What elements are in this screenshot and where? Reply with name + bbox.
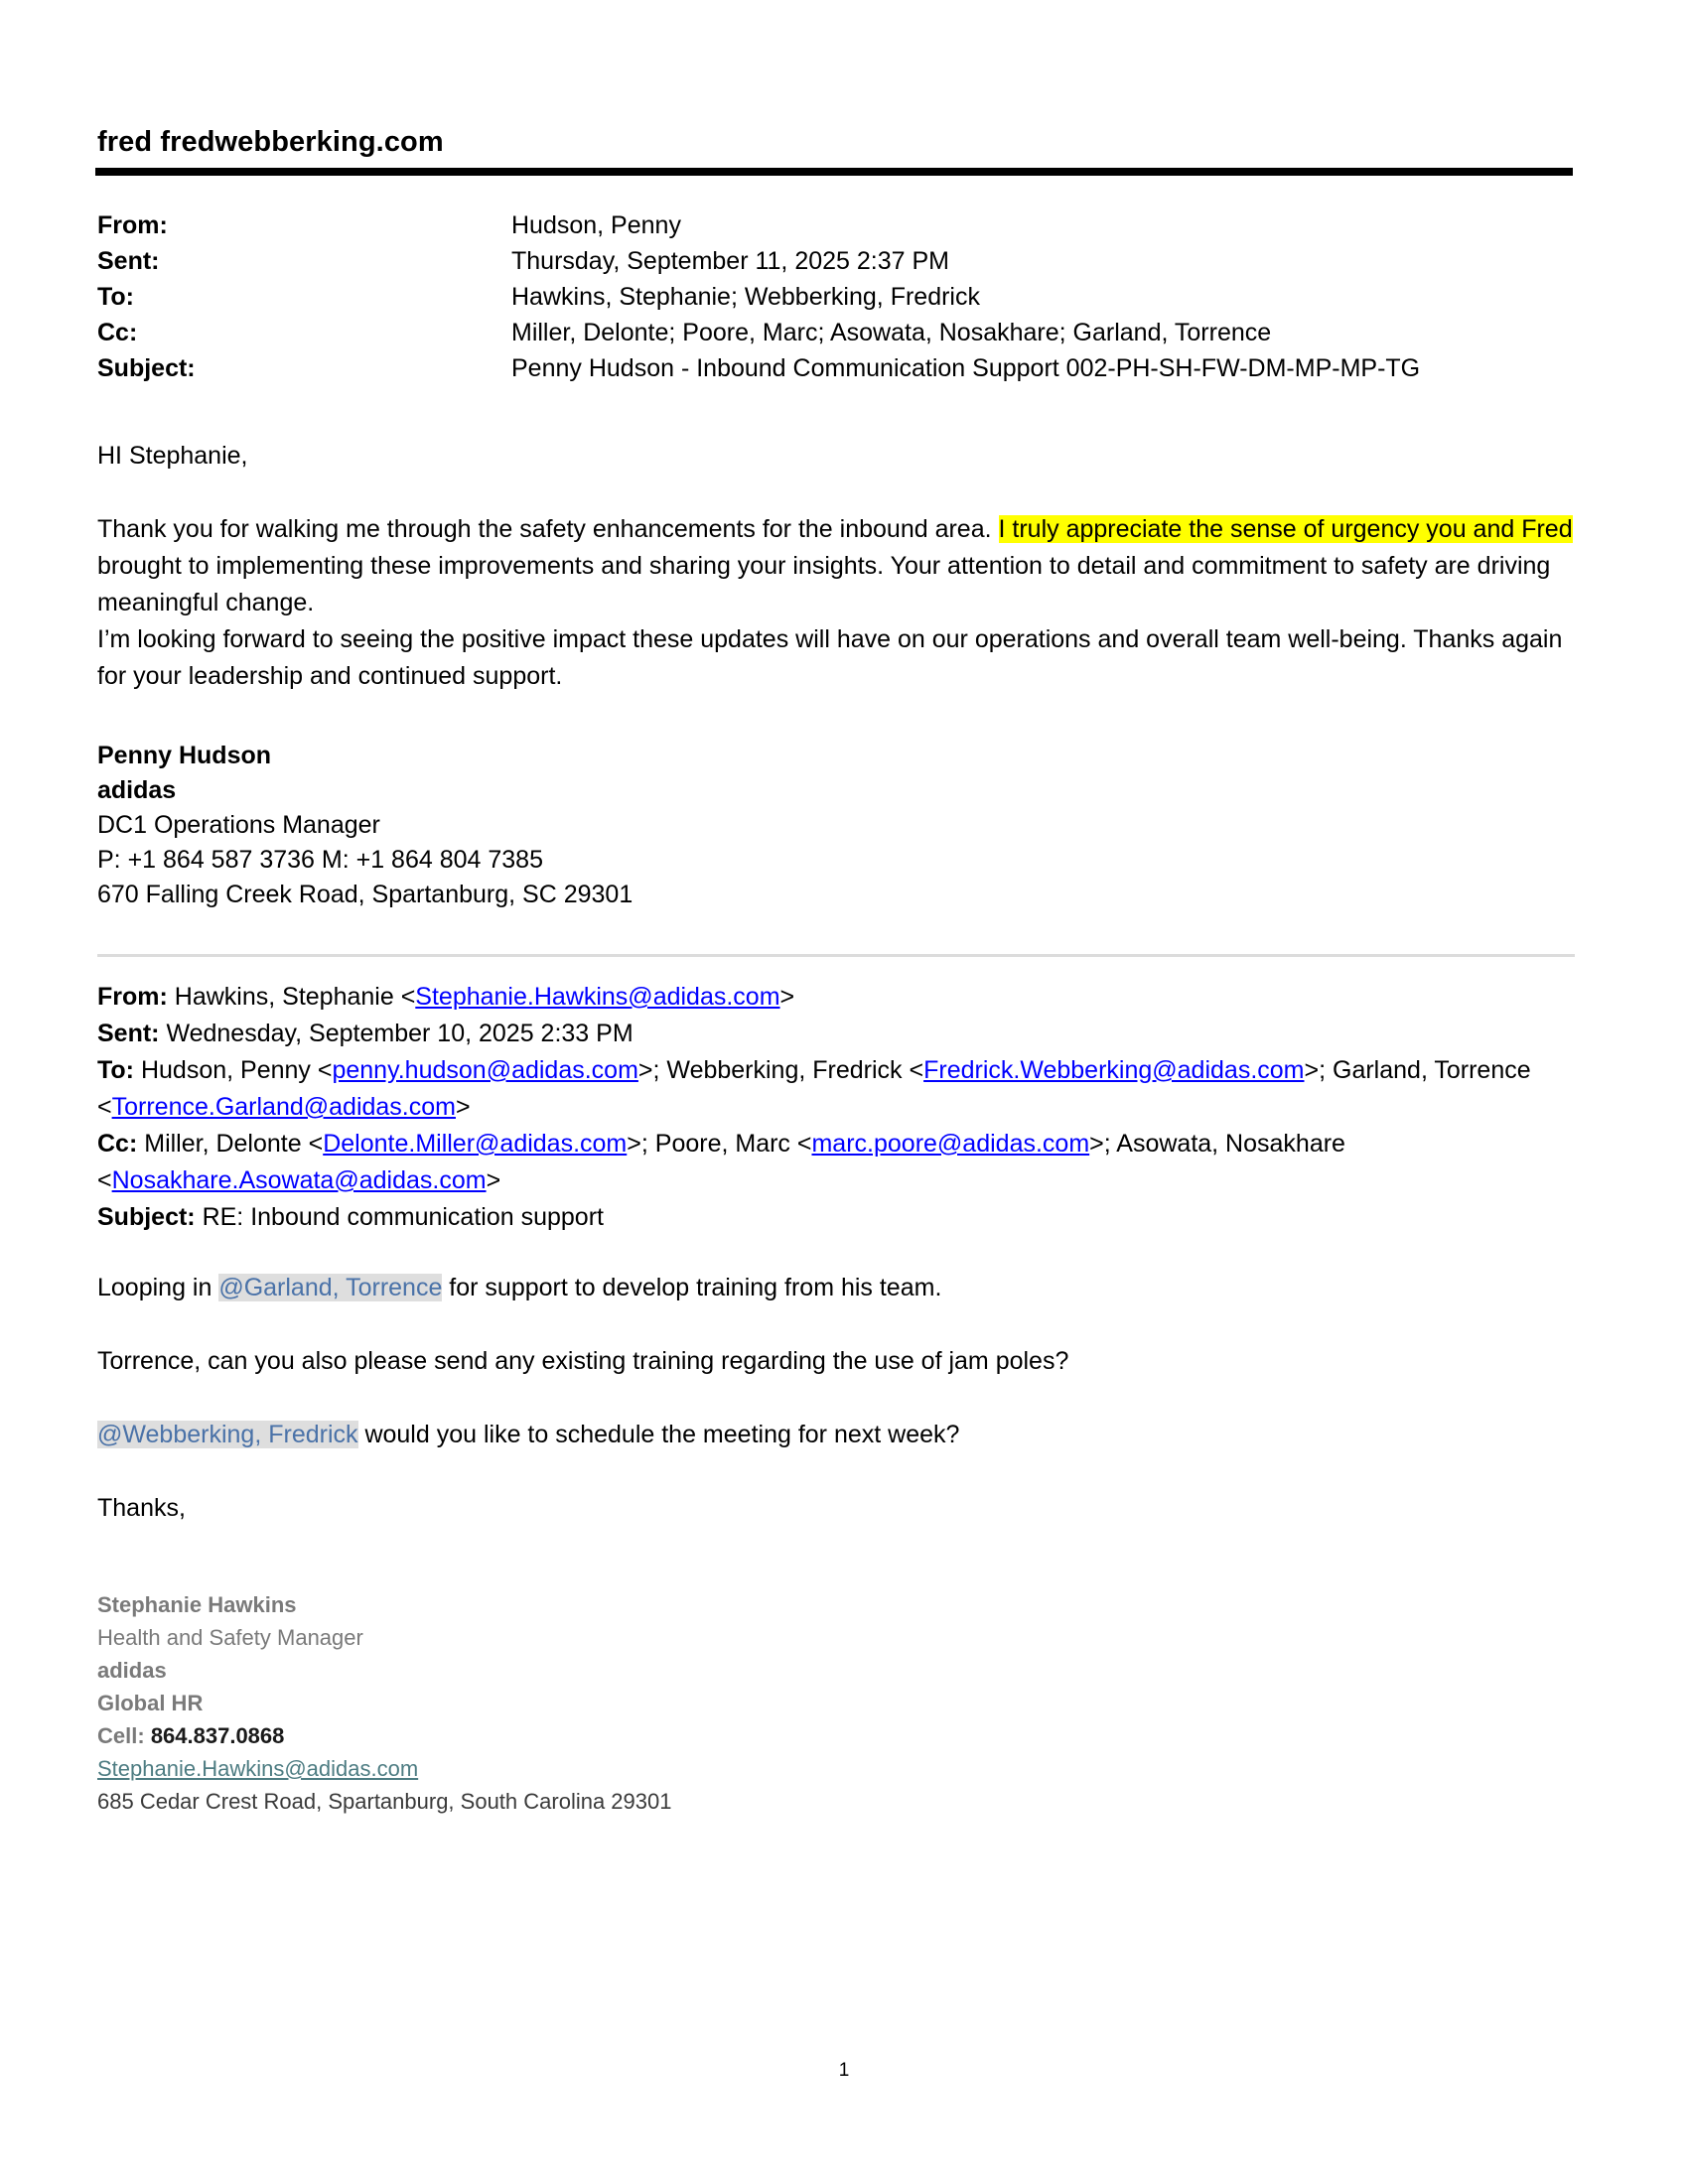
message-body — [97, 438, 1591, 695]
quoted-paragraph-2: Torrence, can you also please send any existing training regarding the use of jam poles? — [97, 1346, 1069, 1375]
signature-name: Penny Hudson — [97, 741, 272, 769]
quoted-email-header — [97, 979, 1591, 1236]
highlighted-text: I truly appreciate the sense of urgency you and Fred — [998, 514, 1573, 543]
field-label-subject: Subject: — [97, 353, 196, 382]
body-paragraph-1 — [97, 511, 1591, 621]
quoted-cc-name-3: Asowata, Nosakhare — [1116, 1129, 1345, 1158]
quoted-subject-line — [97, 1199, 1591, 1236]
field-label-sent: Sent: — [97, 246, 160, 275]
field-label-cc: Cc: — [97, 318, 138, 346]
page-number: 1 — [838, 2060, 850, 2081]
field-row-to — [97, 279, 1591, 315]
mention-webberking-fredrick[interactable]: @Webberking, Fredrick — [97, 1420, 358, 1448]
field-value-cc: Miller, Delonte; Poore, Marc; Asowata, Nosakhare; Garland, Torrence — [511, 318, 1272, 346]
quoted-to-label: To: — [97, 1055, 135, 1084]
quoted-cc-email-link-3[interactable]: Nosakhare.Asowata@adidas.com — [111, 1165, 487, 1194]
signature-phones: P: +1 864 587 3736 M: +1 864 804 7385 — [97, 845, 543, 874]
quoted-p3-after: would you like to schedule the meeting for next week? — [357, 1420, 960, 1448]
quoted-sent-label: Sent: — [97, 1019, 160, 1047]
quoted-to-line: To: Hudson, Penny <penny.hudson@adidas.com>; Webberking, Fredrick <Fredrick.Webberking@adidas.com>; Garland, Torrence <Torrence.Garland@adidas.com> — [97, 1055, 1531, 1121]
quoted-subject-label: Subject: — [97, 1202, 196, 1231]
quoted-paragraph-3 — [97, 1417, 1591, 1453]
email-header-fields — [97, 207, 1591, 386]
quoted-from-line: From: Hawkins, Stephanie <Stephanie.Hawkins@adidas.com> — [97, 982, 795, 1011]
body-p1-text-after: brought to implementing these improvements and sharing your insights. Your attention to detail and commitment to safety are driving meaningful change. — [97, 551, 1551, 616]
body-p1-text-before: Thank you for walking me through the safety enhancements for the inbound area. — [97, 514, 999, 543]
page-title: fred fredwebberking.com — [97, 126, 444, 158]
field-value-from: Hudson, Penny — [511, 210, 681, 239]
quoted-paragraph-1 — [97, 1270, 1591, 1306]
field-value-sent: Thursday, September 11, 2025 2:37 PM — [511, 246, 949, 275]
quoted-cc-name-2: Poore, Marc — [654, 1129, 790, 1158]
signature-company: adidas — [97, 775, 177, 804]
field-row-subject — [97, 350, 1591, 386]
signature2-name: Stephanie Hawkins — [97, 1591, 297, 1617]
signature2-company: adidas — [97, 1657, 167, 1683]
body-spacer — [97, 475, 1591, 511]
quoted-message-body — [97, 1270, 1591, 1527]
field-row-sent — [97, 243, 1591, 279]
quoted-p1-before: Looping in — [97, 1273, 219, 1301]
field-label-to: To: — [97, 282, 135, 311]
quoted-from-name: Hawkins, Stephanie — [174, 982, 394, 1011]
quoted-spacer-3 — [97, 1453, 1591, 1490]
signature2-cell-label: Cell: — [97, 1722, 145, 1748]
signature2-department: Global HR — [97, 1690, 204, 1715]
field-row-cc — [97, 315, 1591, 350]
quoted-spacer-1 — [97, 1306, 1591, 1343]
field-label-from: From: — [97, 210, 168, 239]
quoted-closing: Thanks, — [97, 1493, 186, 1522]
quoted-from-email-link[interactable]: Stephanie.Hawkins@adidas.com — [415, 982, 780, 1011]
signature-address: 670 Falling Creek Road, Spartanburg, SC 29301 — [97, 880, 633, 908]
signature-title: DC1 Operations Manager — [97, 810, 380, 839]
field-value-subject: Penny Hudson - Inbound Communication Support 002-PH-SH-FW-DM-MP-MP-TG — [511, 353, 1421, 382]
header-divider — [95, 168, 1573, 176]
quoted-cc-line: Cc: Miller, Delonte <Delonte.Miller@adidas.com>; Poore, Marc <marc.poore@adidas.com>; Asowata, Nosakhare <Nosakhare.Asowata@adidas.com> — [97, 1129, 1345, 1194]
quoted-spacer-2 — [97, 1380, 1591, 1417]
quoted-sent-line — [97, 1016, 1591, 1052]
signature2-cell-line — [97, 1719, 1591, 1752]
signature-penny-hudson — [97, 739, 1591, 912]
field-row-from — [97, 207, 1591, 243]
document-header — [97, 0, 1591, 176]
quoted-to-name-3: Garland, Torrence — [1333, 1055, 1531, 1084]
quoted-message-divider — [97, 954, 1575, 957]
quoted-cc-name-1: Miller, Delonte — [144, 1129, 302, 1158]
signature2-title: Health and Safety Manager — [97, 1624, 363, 1650]
signature-stephanie-hawkins — [97, 1588, 1591, 1818]
field-value-to: Hawkins, Stephanie; Webberking, Fredrick — [511, 282, 980, 311]
page-footer — [0, 2060, 1688, 2082]
signature2-cell-value: 864.837.0868 — [150, 1722, 285, 1748]
quoted-from-name-text — [168, 983, 175, 1011]
quoted-cc-label: Cc: — [97, 1129, 138, 1158]
body-paragraph-2: I’m looking forward to seeing the positive impact these updates will have on our operations and overall team well-being. Thanks again for your leadership and continued support. — [97, 624, 1563, 690]
quoted-to-name-2: Webberking, Fredrick — [666, 1055, 903, 1084]
quoted-to-name-1: Hudson, Penny — [140, 1055, 311, 1084]
quoted-sent-value: Wednesday, September 10, 2025 2:33 PM — [166, 1019, 633, 1047]
quoted-from-label: From: — [97, 982, 168, 1011]
quoted-subject-value: RE: Inbound communication support — [202, 1202, 604, 1231]
signature2-email-link[interactable]: Stephanie.Hawkins@adidas.com — [97, 1755, 419, 1781]
quoted-p1-after: for support to develop training from his team. — [442, 1273, 942, 1301]
quoted-cc-email-link-1[interactable]: Delonte.Miller@adidas.com — [323, 1129, 628, 1158]
quoted-cc-email-link-2[interactable]: marc.poore@adidas.com — [811, 1129, 1090, 1158]
mention-garland-torrence[interactable]: @Garland, Torrence — [218, 1273, 443, 1301]
quoted-to-email-link-3[interactable]: Torrence.Garland@adidas.com — [111, 1092, 456, 1121]
signature2-email-line — [97, 1752, 1591, 1785]
quoted-to-email-link-1[interactable]: penny.hudson@adidas.com — [332, 1055, 638, 1084]
greeting-line: HI Stephanie, — [97, 441, 248, 470]
quoted-to-email-link-2[interactable]: Fredrick.Webberking@adidas.com — [923, 1055, 1305, 1084]
signature2-address: 685 Cedar Crest Road, Spartanburg, South Carolina 29301 — [97, 1788, 672, 1814]
